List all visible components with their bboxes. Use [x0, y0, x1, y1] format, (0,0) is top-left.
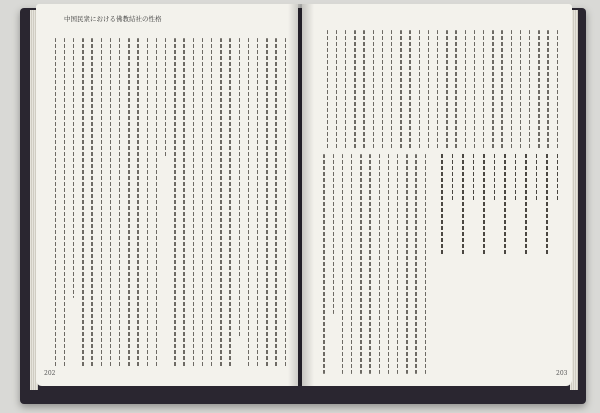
list-entry-column: [483, 154, 484, 254]
text-column: [248, 38, 249, 368]
page-number-left: 202: [44, 370, 56, 377]
text-column: [437, 30, 438, 150]
list-entry-column: [504, 154, 505, 254]
list-entry-column: [546, 154, 547, 254]
text-column: [406, 154, 407, 374]
text-column: [400, 30, 401, 150]
text-column: [137, 38, 138, 368]
text-column: [110, 38, 111, 368]
text-column: [492, 30, 493, 150]
list-entry-column: [452, 154, 453, 202]
text-column: [474, 30, 475, 150]
text-column: [391, 30, 392, 150]
text-column: [363, 30, 364, 150]
text-column: [369, 154, 370, 374]
text-column: [342, 154, 343, 374]
text-column: [538, 30, 539, 150]
text-column: [55, 38, 56, 368]
list-entry-column: [515, 154, 516, 202]
list-entry-column: [462, 154, 463, 254]
text-column: [119, 38, 120, 368]
text-column: [183, 38, 184, 368]
list-entry-column: [525, 154, 526, 254]
text-column: [529, 30, 530, 150]
right-page-text-upper: [318, 30, 558, 150]
list-entry-column: [473, 154, 474, 202]
text-column: [397, 154, 398, 374]
text-column: [419, 30, 420, 150]
text-column: [547, 30, 548, 150]
text-column: [91, 38, 92, 368]
text-column: [345, 30, 346, 150]
right-page-text-lower: [318, 154, 426, 374]
text-column: [156, 38, 157, 368]
text-column: [327, 30, 328, 150]
text-column: [511, 30, 512, 150]
text-column: [557, 30, 558, 150]
text-column: [333, 154, 334, 314]
text-column: [373, 30, 374, 150]
text-column: [379, 154, 380, 374]
text-column: [351, 154, 352, 374]
running-head: 中国民衆における佛教結社の性格: [64, 15, 162, 23]
book-gutter-shadow: [288, 4, 314, 386]
text-column: [266, 38, 267, 368]
text-column: [455, 30, 456, 150]
text-column: [336, 30, 337, 150]
list-entry-column: [536, 154, 537, 202]
list-entry-column: [441, 154, 442, 254]
text-column: [220, 38, 221, 368]
text-column: [501, 30, 502, 150]
text-column: [465, 30, 466, 150]
text-column: [415, 154, 416, 374]
text-column: [409, 30, 410, 150]
page-number-right: 203: [556, 370, 568, 377]
list-entry-column: [494, 154, 495, 202]
text-column: [202, 38, 203, 368]
text-column: [425, 154, 426, 374]
text-column: [285, 38, 286, 368]
text-column: [428, 30, 429, 150]
text-column: [101, 38, 102, 368]
text-column: [229, 38, 230, 368]
list-entry-column: [557, 154, 558, 202]
text-column: [193, 38, 194, 368]
text-column: [275, 38, 276, 368]
text-column: [360, 154, 361, 374]
right-page: [302, 4, 572, 386]
text-column: [239, 38, 240, 338]
text-column: [446, 30, 447, 150]
text-column: [257, 38, 258, 368]
text-column: [82, 38, 83, 368]
text-column: [147, 38, 148, 368]
right-page-name-list: [432, 154, 558, 264]
text-column: [165, 38, 166, 158]
text-column: [388, 154, 389, 374]
text-column: [323, 154, 324, 374]
left-page: [36, 4, 298, 386]
text-column: [520, 30, 521, 150]
text-column: [128, 38, 129, 368]
text-column: [354, 30, 355, 150]
text-column: [211, 38, 212, 368]
text-column: [483, 30, 484, 150]
text-column: [382, 30, 383, 150]
text-column: [64, 38, 65, 368]
text-column: [73, 38, 74, 298]
left-page-text: [46, 38, 286, 368]
text-column: [174, 38, 175, 368]
